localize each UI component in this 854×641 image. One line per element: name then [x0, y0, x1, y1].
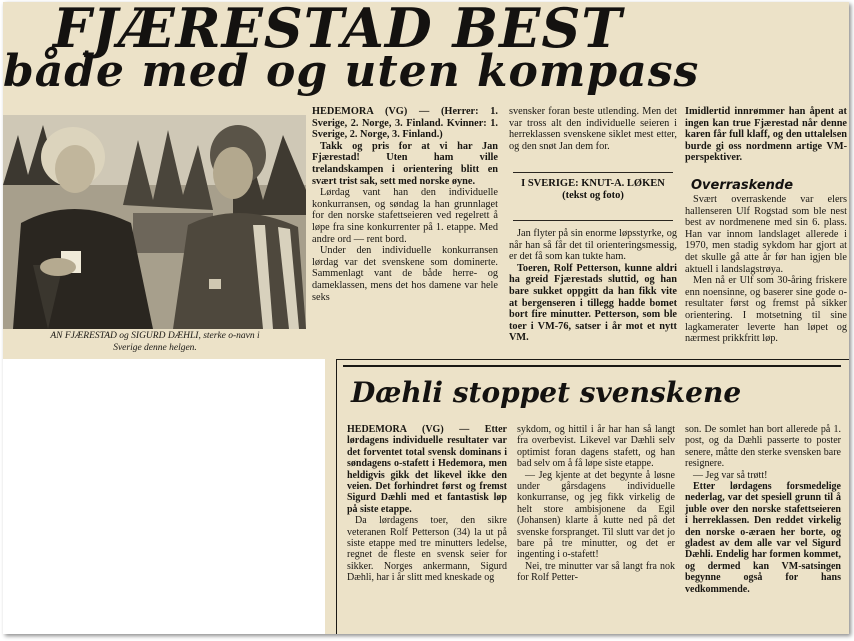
box-top-rule [343, 365, 841, 367]
article2-col3: son. De somlet han bort allerede på 1. post, og da Dæhli passerte to poster senere, måtte den sterke svensken bare resignere. — Jeg var så trøtt! Etter lørdagens forsmedelige nederlag, var det spesiell grunn til å juble over den norske stafettseieren i herreklassen. Den reddet virkelig den norske o-æraen her borte, og gladest av dem alle var vel Sigurd Dæhli. Endelig har formen kommet, og dermed kan VM-satsingen begynne også for hans vedkommende. [685, 424, 841, 595]
article1-col2: svensker foran beste utlending. Men det var tross alt den individuelle seieren i herreklassen svenskene siklet mest etter, og den snøt Jan dem for. [509, 106, 677, 152]
article2-headline: Dæhli stoppet svenskene [351, 376, 742, 409]
main-headline: FJÆRESTAD BEST [53, 2, 623, 60]
article1-col1: HEDEMORA (VG) — (Herrer: 1. Sverige, 2. Norge, 3. Finland. Kvinner: 1. Sverige, 2. Norge, 3. Finland.) Takk og pris for at vi har Jan Fjærestad! Uten ham ville trelandskampen i orientering blitt en svært trist sak, sett med norske øyne. Lørdag vant han den individuelle konkurransen, og søndag la han grunnlaget for den norske stafettseieren ved regelrett å løpe fra sine konkurrenter på 1. etappe. Med andre ord — rent bord. Under den individuelle konkurransen lørdag var det svenskene som dominerte. Sammenlagt vant de både herre- og dameklassen, mens det hos damene var hele seks [312, 106, 498, 303]
article2-box [336, 359, 849, 634]
newspaper-clipping [3, 2, 849, 634]
article2-col1: HEDEMORA (VG) — Etter lørdagens individuelle resultater var det forventet total svensk dominans i søndagens o-stafett i Hedemora, men heldigvis gikk det likevel ikke den veien. Det forhindret først og fremst Sigurd Dæhli med et fantastisk løp på siste etappe. Da lørdagens toer, den sikre veteranen Rolf Petterson (34) la ut på siste etappe med tre minutters ledelse, regnet de fleste en svensk seier for sikker. Norges ankermann, Sigurd Dæhli, har i år slitt med kneskade og [347, 424, 507, 584]
athletes-photo [3, 115, 306, 329]
blank-area [3, 359, 325, 634]
byline-rule-bottom [513, 220, 673, 221]
section-heading: Overraskende [691, 178, 794, 193]
byline-rule-top [513, 172, 673, 173]
photo [3, 115, 306, 329]
sub-headline: både med og uten kompass [3, 46, 700, 97]
article2-col2: sykdom, og hittil i år har han så langt fra overbevist. Likevel var Dæhli selv optimist foran dagens stafett, og han bad selv om å få løpe siste etappe. — Jeg kjente at det begynte å løsne under gårsdagens individuelle konkurranse, og jeg fikk virkelig de helt store ambisjonene da Egil (Johansen) klarte å kutte ned på det svenske forspranget. Til slutt var det jo bare på tre minutter, og det er ingenting i o-stafett! Nei, tre minutter var så langt fra nok for Rolf Petter- [517, 424, 675, 584]
byline: I SVERIGE: KNUT-A. LØKEN (tekst og foto) [521, 178, 665, 201]
photo-caption: AN FJÆRESTAD og SIGURD DÆHLI, sterke o-navn i Sverige denne helgen. [50, 331, 260, 353]
article1-col2b: Jan flyter på sin enorme løpsstyrke, og når han så får det til orienteringsmessig, er det få som kan tukte ham. Toeren, Rolf Petterson, kunne aldri ha greid Fjærestads sluttid, og han bare sukket oppgitt da han fikk vite at bergenseren i tillegg hadde bomet bort fire minutter. Petterson, som ble toer i VM-76, satser i år mot et nytt VM. [509, 228, 677, 344]
article1-col3: Imidlertid innrømmer han åpent at ingen kan true Fjærestad når denne karen får full klaff, og den uttalelsen burde gi oss nordmenn artige VM-perspektiver. [685, 106, 847, 164]
article1-col3b: Svært overraskende var elers hallenseren Ulf Rogstad som ble nest best av nordmenene med sin 6. plass. Han var innom landslaget allerede i 1970, men stadig sykdom har gjort at det skulle gå atte år før han igjen ble aktuell i landslagstrøya. Men nå er Ulf som 30-åring friskere enn noensinne, og baserer sine gode o-resultater først og fremst på sikker orientering. I motsetning til sine lagkamerater leverte han løpet og nærmest prikkfritt løp. [685, 194, 847, 345]
